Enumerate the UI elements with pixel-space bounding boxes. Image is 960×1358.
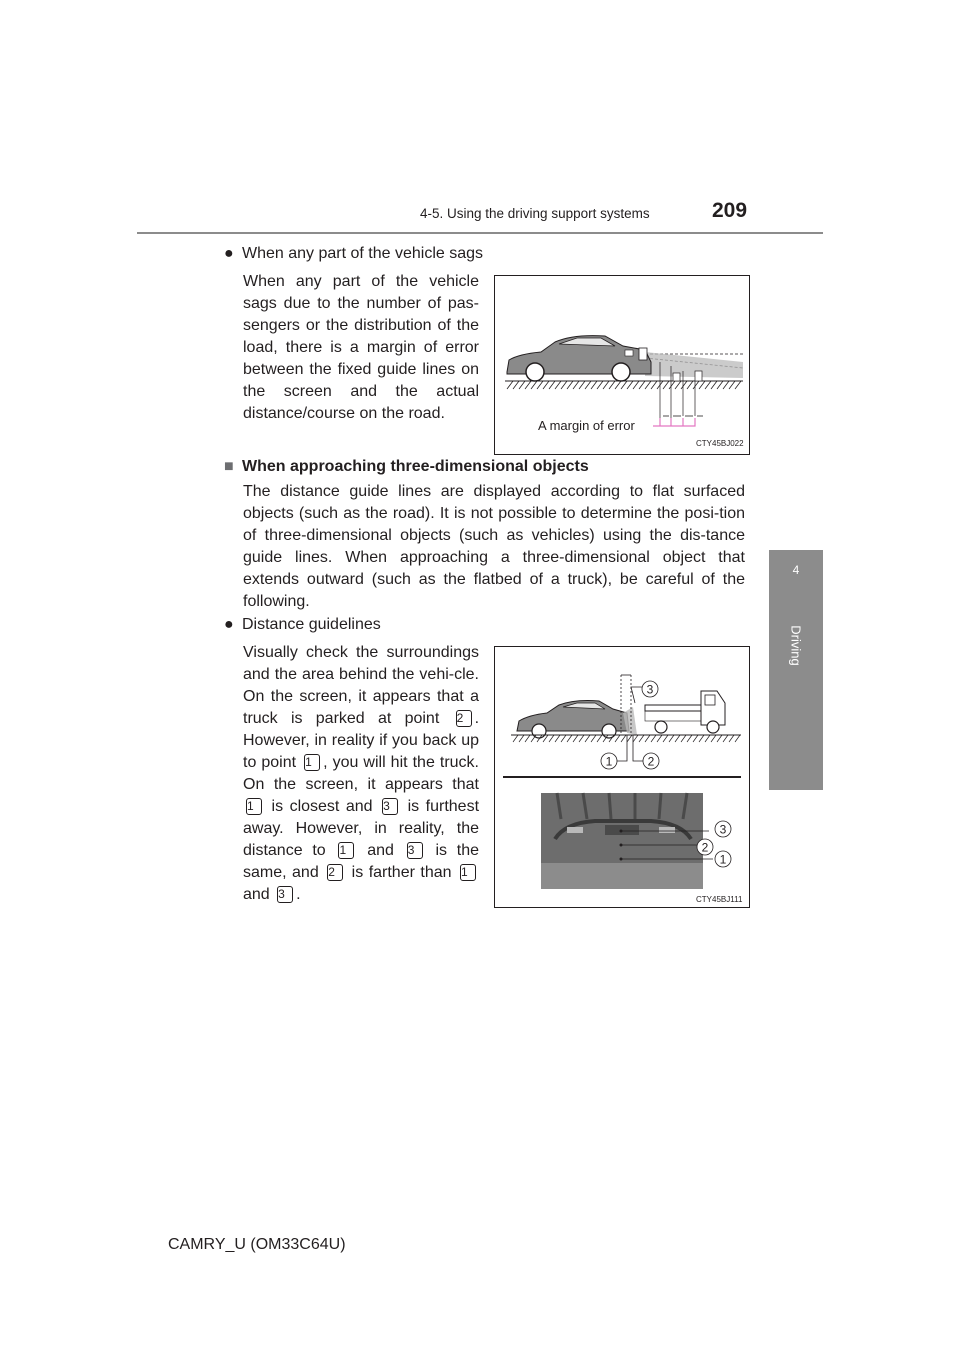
- page-number: 209: [712, 199, 748, 222]
- error-callout-bracket: [653, 418, 695, 426]
- car-rear-wheel: [602, 724, 616, 738]
- point-ref: 1: [338, 842, 354, 859]
- guide-marker-far: [695, 371, 702, 381]
- text-part: and: [243, 886, 270, 903]
- header-rule: [137, 232, 823, 234]
- figure-id: CTY45BJ022: [696, 439, 744, 448]
- distance-guidelines-text: [243, 642, 479, 906]
- marker-2-bottom: [697, 839, 713, 855]
- marker-2-top: [643, 753, 659, 769]
- marker-label: 2: [647, 754, 655, 769]
- text-part: , you will hit the truck. On the screen, it appears that: [243, 754, 480, 793]
- point-ref: 2: [456, 710, 472, 727]
- bullet-heading: When any part of the vehicle sags: [242, 245, 484, 262]
- text-part: is closest and: [271, 798, 373, 815]
- vehicle-sags-text: When any part of the vehicle sags due to the number of pas-sengers or the distribution of the load, there is a margin of error between the fixed guide lines on the screen and the actual distance/course on the road.: [243, 273, 479, 422]
- point-ref: 3: [382, 798, 398, 815]
- figure-margin-of-error-svg: [495, 276, 749, 454]
- margin-of-error-label: A margin of error: [538, 418, 635, 433]
- marker-label: 3: [719, 822, 727, 837]
- screen-light-left: [567, 827, 583, 833]
- rear-wheel: [612, 363, 630, 381]
- marker-label: 1: [719, 852, 727, 867]
- screen-point-3: [620, 830, 623, 833]
- chapter-label: Driving: [788, 624, 804, 666]
- rear-camera: [639, 348, 647, 360]
- point-ref: 3: [407, 842, 423, 859]
- square-marker: ■: [224, 458, 234, 475]
- point-ref: 1: [460, 864, 476, 881]
- screen-point-1: [620, 858, 623, 861]
- ground-hatching: [507, 381, 741, 389]
- guide-marker-near: [673, 373, 680, 381]
- chapter-label-wrap: [769, 610, 823, 680]
- point-ref: 2: [327, 864, 343, 881]
- ground-hatching: [513, 735, 740, 742]
- bullet-vehicle-sags: [224, 243, 483, 265]
- tail-lamp: [625, 350, 633, 356]
- point-ref: 3: [277, 886, 293, 903]
- figure-id: CTY45BJ111: [696, 895, 743, 904]
- subsection-heading: [224, 456, 589, 478]
- figure-distance-guidelines-svg: [495, 647, 749, 907]
- text-part: is the same, and: [243, 842, 480, 881]
- text-part: .: [296, 886, 301, 903]
- bullet-heading: Distance guidelines: [242, 616, 381, 633]
- bullet-distance-guidelines: [224, 614, 381, 636]
- text-part: is farther than: [351, 864, 452, 881]
- section-title: 4-5. Using the driving support systems: [420, 206, 650, 221]
- screen-road: [541, 863, 703, 889]
- text-part: is furthest away. However, in reality, the distance to: [243, 798, 480, 859]
- front-wheel: [526, 363, 544, 381]
- marker-3-top: [642, 681, 658, 697]
- car-front-wheel: [532, 724, 546, 738]
- text-part: Visually check the surroundings and the area behind the vehi-cle. On the screen, it appears that a truck is parked at point: [243, 644, 479, 727]
- marker-label: 2: [701, 840, 709, 855]
- bullet-dot: ●: [224, 245, 234, 262]
- marker-1-top: [601, 753, 617, 769]
- chapter-number: 4: [792, 563, 800, 577]
- truck-chassis: [645, 711, 701, 721]
- marker-1-bottom: [715, 851, 731, 867]
- figure-margin-of-error: [494, 275, 750, 455]
- screen-light-right: [659, 827, 675, 833]
- figure-distance-guidelines: [494, 646, 750, 908]
- truck-front-wheel: [707, 721, 719, 733]
- truck-window: [705, 695, 715, 705]
- truck-flatbed: [645, 705, 701, 711]
- bullet-dot: ●: [224, 616, 234, 633]
- marker-label: 1: [605, 754, 613, 769]
- marker-label: 3: [646, 682, 654, 697]
- screen-point-2: [620, 844, 623, 847]
- text-part: . However, in reality if you back up to point: [243, 710, 480, 771]
- leader-1: [617, 735, 627, 761]
- footer-model-code: CAMRY_U (OM33C64U): [168, 1236, 346, 1253]
- truck-rear-wheel: [655, 721, 667, 733]
- point-ref: 1: [304, 754, 320, 771]
- text-part: and: [367, 842, 394, 859]
- marker-3-bottom: [715, 821, 731, 837]
- chapter-tab: [769, 550, 823, 610]
- three-dimensional-objects-text: The distance guide lines are displayed according to flat surfaced objects (such as the road). It is not possible to determine the posi-tion of three-dimensional objects (such as vehicles) using the dis-tance guide lines. When approaching a three-dimensional object that extends outward (such as the flatbed of a truck), be careful of the following.: [243, 483, 745, 610]
- subsection-heading-text: When approaching three-dimensional objects: [242, 458, 589, 475]
- point-ref: 1: [246, 798, 262, 815]
